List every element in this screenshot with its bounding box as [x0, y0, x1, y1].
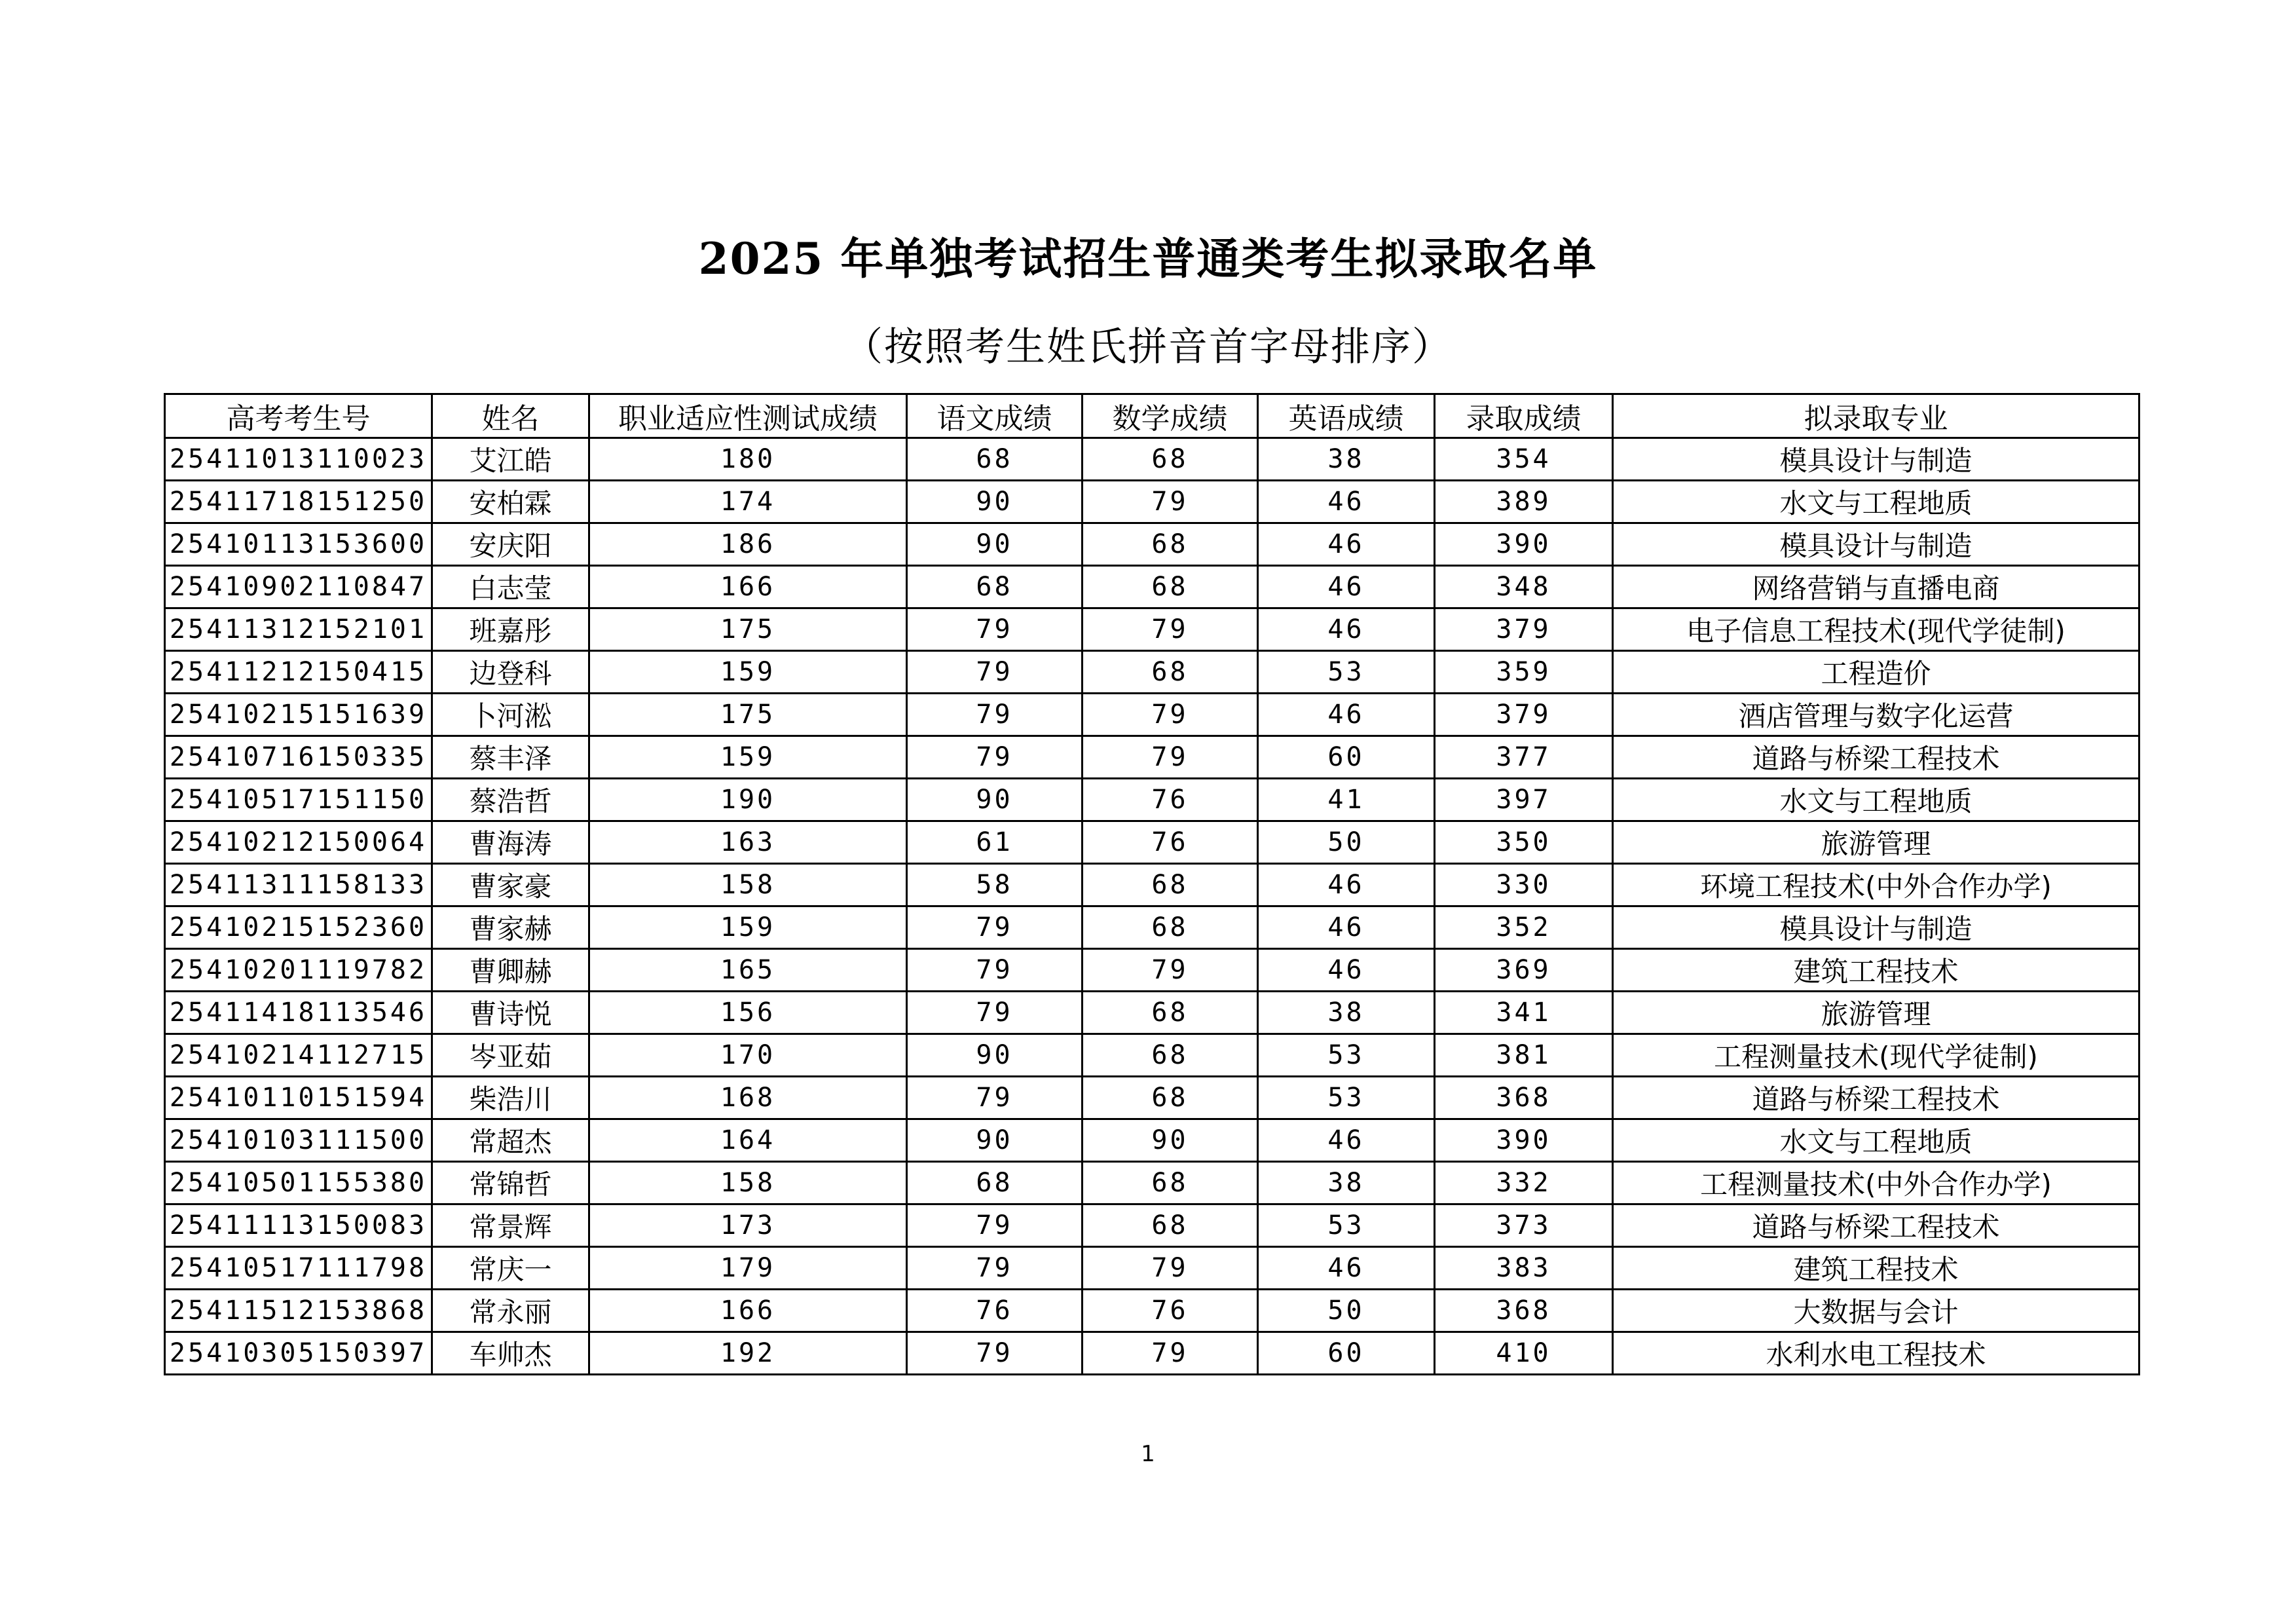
name-cell: 曹诗悦: [432, 992, 589, 1034]
math-score-cell: 68: [1083, 438, 1258, 481]
math-score-cell: 79: [1083, 949, 1258, 992]
name-cell: 卜河淞: [432, 694, 589, 736]
exam-id-cell: 25411312152101: [165, 608, 432, 651]
major-cell: 水文与工程地质: [1613, 1119, 2139, 1162]
english-score-cell: 46: [1258, 1119, 1435, 1162]
chinese-score-cell: 79: [907, 608, 1083, 651]
page-title: 2025 年单独考试招生普通类考生拟录取名单: [698, 233, 1598, 284]
table-row: [165, 992, 2139, 1034]
name-cell: 蔡浩哲: [432, 779, 589, 821]
english-score-cell: 38: [1258, 1162, 1435, 1204]
admission-score-cell: 341: [1435, 992, 1613, 1034]
table-row: [165, 566, 2139, 608]
aptitude-score-cell: 174: [589, 481, 907, 523]
table-row: [165, 1204, 2139, 1247]
exam-id-cell: 25411013110023: [165, 438, 432, 481]
name-cell: 边登科: [432, 651, 589, 694]
table-row: [165, 608, 2139, 651]
aptitude-score-cell: 170: [589, 1034, 907, 1077]
major-cell: 水文与工程地质: [1613, 481, 2139, 523]
english-score-cell: 46: [1258, 608, 1435, 651]
math-score-cell: 68: [1083, 1077, 1258, 1119]
admission-score-cell: 368: [1435, 1290, 1613, 1332]
math-score-cell: 76: [1083, 821, 1258, 864]
aptitude-score-cell: 166: [589, 566, 907, 608]
major-cell: 建筑工程技术: [1613, 1247, 2139, 1290]
english-score-cell: 53: [1258, 651, 1435, 694]
admission-score-cell: 373: [1435, 1204, 1613, 1247]
name-cell: 曹卿赫: [432, 949, 589, 992]
chinese-score-cell: 68: [907, 566, 1083, 608]
english-score-cell: 53: [1258, 1077, 1435, 1119]
major-cell: 旅游管理: [1613, 821, 2139, 864]
table-row: [165, 1077, 2139, 1119]
table-row: [165, 779, 2139, 821]
math-score-cell: 68: [1083, 651, 1258, 694]
major-cell: 道路与桥梁工程技术: [1613, 1204, 2139, 1247]
page-subtitle: （按照考生姓氏拼音首字母排序）: [843, 324, 1453, 370]
admission-score-cell: 379: [1435, 694, 1613, 736]
table-row: [165, 1119, 2139, 1162]
aptitude-score-cell: 159: [589, 736, 907, 779]
aptitude-score-cell: 186: [589, 523, 907, 566]
header-admission-score: 录取成绩: [1435, 394, 1613, 438]
table-row: [165, 694, 2139, 736]
math-score-cell: 79: [1083, 1332, 1258, 1375]
chinese-score-cell: 90: [907, 779, 1083, 821]
table-row: [165, 736, 2139, 779]
aptitude-score-cell: 190: [589, 779, 907, 821]
major-cell: 水文与工程地质: [1613, 779, 2139, 821]
major-cell: 模具设计与制造: [1613, 523, 2139, 566]
table-row: [165, 481, 2139, 523]
admission-score-cell: 381: [1435, 1034, 1613, 1077]
admission-score-cell: 397: [1435, 779, 1613, 821]
admission-score-cell: 359: [1435, 651, 1613, 694]
admission-score-cell: 390: [1435, 1119, 1613, 1162]
table-row: [165, 906, 2139, 949]
exam-id-cell: 25410305150397: [165, 1332, 432, 1375]
major-cell: 环境工程技术(中外合作办学): [1613, 864, 2139, 906]
admission-score-cell: 332: [1435, 1162, 1613, 1204]
english-score-cell: 46: [1258, 566, 1435, 608]
aptitude-score-cell: 165: [589, 949, 907, 992]
aptitude-score-cell: 166: [589, 1290, 907, 1332]
major-cell: 工程测量技术(中外合作办学): [1613, 1162, 2139, 1204]
name-cell: 班嘉彤: [432, 608, 589, 651]
name-cell: 曹海涛: [432, 821, 589, 864]
chinese-score-cell: 79: [907, 1247, 1083, 1290]
aptitude-score-cell: 163: [589, 821, 907, 864]
admission-score-cell: 410: [1435, 1332, 1613, 1375]
major-cell: 水利水电工程技术: [1613, 1332, 2139, 1375]
english-score-cell: 46: [1258, 906, 1435, 949]
aptitude-score-cell: 159: [589, 651, 907, 694]
aptitude-score-cell: 192: [589, 1332, 907, 1375]
english-score-cell: 46: [1258, 949, 1435, 992]
exam-id-cell: 25411512153868: [165, 1290, 432, 1332]
chinese-score-cell: 79: [907, 992, 1083, 1034]
english-score-cell: 46: [1258, 523, 1435, 566]
english-score-cell: 50: [1258, 821, 1435, 864]
header-chinese-score: 语文成绩: [907, 394, 1083, 438]
admission-score-cell: 330: [1435, 864, 1613, 906]
english-score-cell: 53: [1258, 1034, 1435, 1077]
header-exam-id: 高考考生号: [165, 394, 432, 438]
chinese-score-cell: 79: [907, 906, 1083, 949]
exam-id-cell: 25411212150415: [165, 651, 432, 694]
chinese-score-cell: 79: [907, 1077, 1083, 1119]
chinese-score-cell: 90: [907, 523, 1083, 566]
major-cell: 工程测量技术(现代学徒制): [1613, 1034, 2139, 1077]
exam-id-cell: 25410214112715: [165, 1034, 432, 1077]
chinese-score-cell: 79: [907, 1204, 1083, 1247]
table-row: [165, 949, 2139, 992]
admission-score-cell: 383: [1435, 1247, 1613, 1290]
table-row: [165, 1290, 2139, 1332]
math-score-cell: 68: [1083, 523, 1258, 566]
chinese-score-cell: 79: [907, 694, 1083, 736]
exam-id-cell: 25411418113546: [165, 992, 432, 1034]
major-cell: 模具设计与制造: [1613, 438, 2139, 481]
table-row: [165, 1162, 2139, 1204]
exam-id-cell: 25410902110847: [165, 566, 432, 608]
chinese-score-cell: 79: [907, 736, 1083, 779]
chinese-score-cell: 68: [907, 1162, 1083, 1204]
chinese-score-cell: 76: [907, 1290, 1083, 1332]
chinese-score-cell: 58: [907, 864, 1083, 906]
math-score-cell: 68: [1083, 1204, 1258, 1247]
chinese-score-cell: 90: [907, 1119, 1083, 1162]
name-cell: 白志莹: [432, 566, 589, 608]
major-cell: 网络营销与直播电商: [1613, 566, 2139, 608]
name-cell: 车帅杰: [432, 1332, 589, 1375]
admission-score-cell: 350: [1435, 821, 1613, 864]
chinese-score-cell: 90: [907, 481, 1083, 523]
aptitude-score-cell: 175: [589, 608, 907, 651]
exam-id-cell: 25410113153600: [165, 523, 432, 566]
name-cell: 蔡丰泽: [432, 736, 589, 779]
aptitude-score-cell: 180: [589, 438, 907, 481]
table-header-row: [165, 394, 2139, 438]
math-score-cell: 68: [1083, 864, 1258, 906]
english-score-cell: 46: [1258, 864, 1435, 906]
english-score-cell: 60: [1258, 1332, 1435, 1375]
exam-id-cell: 25411113150083: [165, 1204, 432, 1247]
name-cell: 常锦哲: [432, 1162, 589, 1204]
math-score-cell: 68: [1083, 1034, 1258, 1077]
admission-score-cell: 389: [1435, 481, 1613, 523]
header-name: 姓名: [432, 394, 589, 438]
name-cell: 曹家赫: [432, 906, 589, 949]
admission-table-container: [164, 393, 2138, 1375]
admission-score-cell: 390: [1435, 523, 1613, 566]
header-english-score: 英语成绩: [1258, 394, 1435, 438]
math-score-cell: 68: [1083, 906, 1258, 949]
math-score-cell: 68: [1083, 992, 1258, 1034]
chinese-score-cell: 79: [907, 949, 1083, 992]
exam-id-cell: 25410517151150: [165, 779, 432, 821]
english-score-cell: 46: [1258, 694, 1435, 736]
major-cell: 模具设计与制造: [1613, 906, 2139, 949]
math-score-cell: 76: [1083, 1290, 1258, 1332]
admission-score-cell: 354: [1435, 438, 1613, 481]
chinese-score-cell: 61: [907, 821, 1083, 864]
name-cell: 曹家豪: [432, 864, 589, 906]
english-score-cell: 60: [1258, 736, 1435, 779]
english-score-cell: 50: [1258, 1290, 1435, 1332]
name-cell: 安庆阳: [432, 523, 589, 566]
table-row: [165, 864, 2139, 906]
name-cell: 柴浩川: [432, 1077, 589, 1119]
aptitude-score-cell: 179: [589, 1247, 907, 1290]
english-score-cell: 38: [1258, 438, 1435, 481]
aptitude-score-cell: 175: [589, 694, 907, 736]
table-row: [165, 1034, 2139, 1077]
english-score-cell: 38: [1258, 992, 1435, 1034]
name-cell: 常超杰: [432, 1119, 589, 1162]
admission-score-cell: 352: [1435, 906, 1613, 949]
page-number: 1: [1141, 1441, 1155, 1467]
chinese-score-cell: 90: [907, 1034, 1083, 1077]
major-cell: 道路与桥梁工程技术: [1613, 736, 2139, 779]
exam-id-cell: 25411311158133: [165, 864, 432, 906]
exam-id-cell: 25410517111798: [165, 1247, 432, 1290]
math-score-cell: 90: [1083, 1119, 1258, 1162]
exam-id-cell: 25411718151250: [165, 481, 432, 523]
admission-table: [164, 393, 2140, 1375]
table-row: [165, 1247, 2139, 1290]
aptitude-score-cell: 173: [589, 1204, 907, 1247]
english-score-cell: 53: [1258, 1204, 1435, 1247]
admission-score-cell: 369: [1435, 949, 1613, 992]
chinese-score-cell: 79: [907, 1332, 1083, 1375]
admission-score-cell: 379: [1435, 608, 1613, 651]
table-row: [165, 1332, 2139, 1375]
english-score-cell: 46: [1258, 481, 1435, 523]
table-row: [165, 523, 2139, 566]
english-score-cell: 46: [1258, 1247, 1435, 1290]
exam-id-cell: 25410201119782: [165, 949, 432, 992]
math-score-cell: 76: [1083, 779, 1258, 821]
major-cell: 建筑工程技术: [1613, 949, 2139, 992]
exam-id-cell: 25410215151639: [165, 694, 432, 736]
header-math-score: 数学成绩: [1083, 394, 1258, 438]
header-major: 拟录取专业: [1613, 394, 2139, 438]
exam-id-cell: 25410103111500: [165, 1119, 432, 1162]
aptitude-score-cell: 158: [589, 864, 907, 906]
name-cell: 常庆一: [432, 1247, 589, 1290]
aptitude-score-cell: 164: [589, 1119, 907, 1162]
exam-id-cell: 25410212150064: [165, 821, 432, 864]
exam-id-cell: 25410716150335: [165, 736, 432, 779]
exam-id-cell: 25410501155380: [165, 1162, 432, 1204]
math-score-cell: 79: [1083, 1247, 1258, 1290]
table-row: [165, 438, 2139, 481]
math-score-cell: 79: [1083, 481, 1258, 523]
aptitude-score-cell: 168: [589, 1077, 907, 1119]
name-cell: 安柏霖: [432, 481, 589, 523]
math-score-cell: 68: [1083, 566, 1258, 608]
aptitude-score-cell: 156: [589, 992, 907, 1034]
math-score-cell: 79: [1083, 694, 1258, 736]
exam-id-cell: 25410215152360: [165, 906, 432, 949]
aptitude-score-cell: 158: [589, 1162, 907, 1204]
math-score-cell: 79: [1083, 736, 1258, 779]
header-aptitude-score: 职业适应性测试成绩: [589, 394, 907, 438]
name-cell: 常永丽: [432, 1290, 589, 1332]
name-cell: 常景辉: [432, 1204, 589, 1247]
major-cell: 电子信息工程技术(现代学徒制): [1613, 608, 2139, 651]
major-cell: 酒店管理与数字化运营: [1613, 694, 2139, 736]
major-cell: 道路与桥梁工程技术: [1613, 1077, 2139, 1119]
major-cell: 工程造价: [1613, 651, 2139, 694]
name-cell: 岑亚茹: [432, 1034, 589, 1077]
english-score-cell: 41: [1258, 779, 1435, 821]
table-row: [165, 821, 2139, 864]
math-score-cell: 68: [1083, 1162, 1258, 1204]
major-cell: 大数据与会计: [1613, 1290, 2139, 1332]
table-row: [165, 651, 2139, 694]
chinese-score-cell: 79: [907, 651, 1083, 694]
table-body: [165, 438, 2139, 1375]
admission-score-cell: 368: [1435, 1077, 1613, 1119]
aptitude-score-cell: 159: [589, 906, 907, 949]
exam-id-cell: 25410110151594: [165, 1077, 432, 1119]
name-cell: 艾江皓: [432, 438, 589, 481]
chinese-score-cell: 68: [907, 438, 1083, 481]
admission-score-cell: 348: [1435, 566, 1613, 608]
major-cell: 旅游管理: [1613, 992, 2139, 1034]
math-score-cell: 79: [1083, 608, 1258, 651]
admission-score-cell: 377: [1435, 736, 1613, 779]
